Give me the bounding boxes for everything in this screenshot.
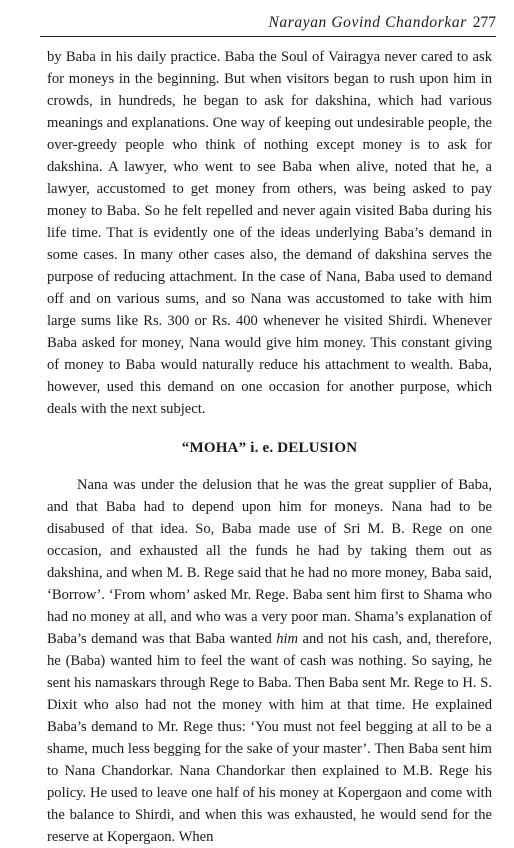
running-head-title: Narayan Govind Chandorkar: [268, 14, 467, 31]
header-rule: [40, 36, 496, 37]
page-number: 277: [472, 14, 496, 31]
section-heading: “MOHA” i. e. DELUSION: [181, 440, 358, 456]
page-body: [47, 46, 492, 848]
running-head: [268, 14, 496, 32]
emphasis-him: him: [276, 631, 299, 647]
paragraph-delusion-text-1: Nana was under the delusion that he was the great supplier of Baba, and that Baba had to depend upon him for moneys. Nana had to be disabused of that idea. So, Baba made use of Sri M. B. Rege on one occasion, and exhausted all the funds he had by taking them out as dakshina, and when M. B. Rege said that he had no more money, Baba said, ‘Borrow’. ‘From whom’ asked Mr. Rege. Baba sent him first to Shama who had no money at all, and who was a very poor man. Shama’s explanation of Baba’s demand was that Baba wanted: [47, 477, 492, 647]
paragraph-delusion-text-2: and not his cash, and, therefore, he (Baba) wanted him to feel the want of cash was nothing. So saying, he sent his namaskars through Rege to Baba. Then Baba sent Mr. Rege to H. S. Dixit who also had not the money with him at that time. He explained Baba’s demand to Mr. Rege thus: ‘You must not feel begging at all to be a shame, much less begging for the sake of your master’. Then Baba sent him to Nana Chandorkar. Nana Chandorkar then explained to M.B. Rege his policy. He used to leave one half of his money at Kopergaon and come with the balance to Shirdi, and when this was exhausted, he would send for the reserve at Kopergaon. When: [47, 631, 492, 845]
paragraph-dakshina: by Baba in his daily practice. Baba the Soul of Vairagya never cared to ask for moneys in the beginning. But when visitors began to rush upon him in crowds, in hundreds, he began to ask for dakshina, which had various meanings and explanations. One way of keeping out undesirable people, the over-greedy people who think of nothing except money is to ask for dakshina. A lawyer, who went to see Baba when alive, noted that he, a lawyer, accustomed to get money from others, was being asked to pay money to Baba. So he felt repelled and never again visited Baba during his life time. That is evidently one of the ideas underlying Baba’s demand in some cases. In many other cases also, the demand of dakshina serves the purpose of reducing attachment. In the case of Nana, Baba used to demand off and on various sums, and so Nana was accustomed to take with him large sums like Rs. 300 or Rs. 400 whenever he visited Shirdi. Whenever Baba asked for money, Nana would give him money. This constant giving of money to Baba would naturally reduce his attachment to wealth. Baba, however, used this demand on one occasion for another purpose, which deals with the next subject.: [47, 49, 492, 417]
paragraph-delusion: [47, 474, 492, 848]
